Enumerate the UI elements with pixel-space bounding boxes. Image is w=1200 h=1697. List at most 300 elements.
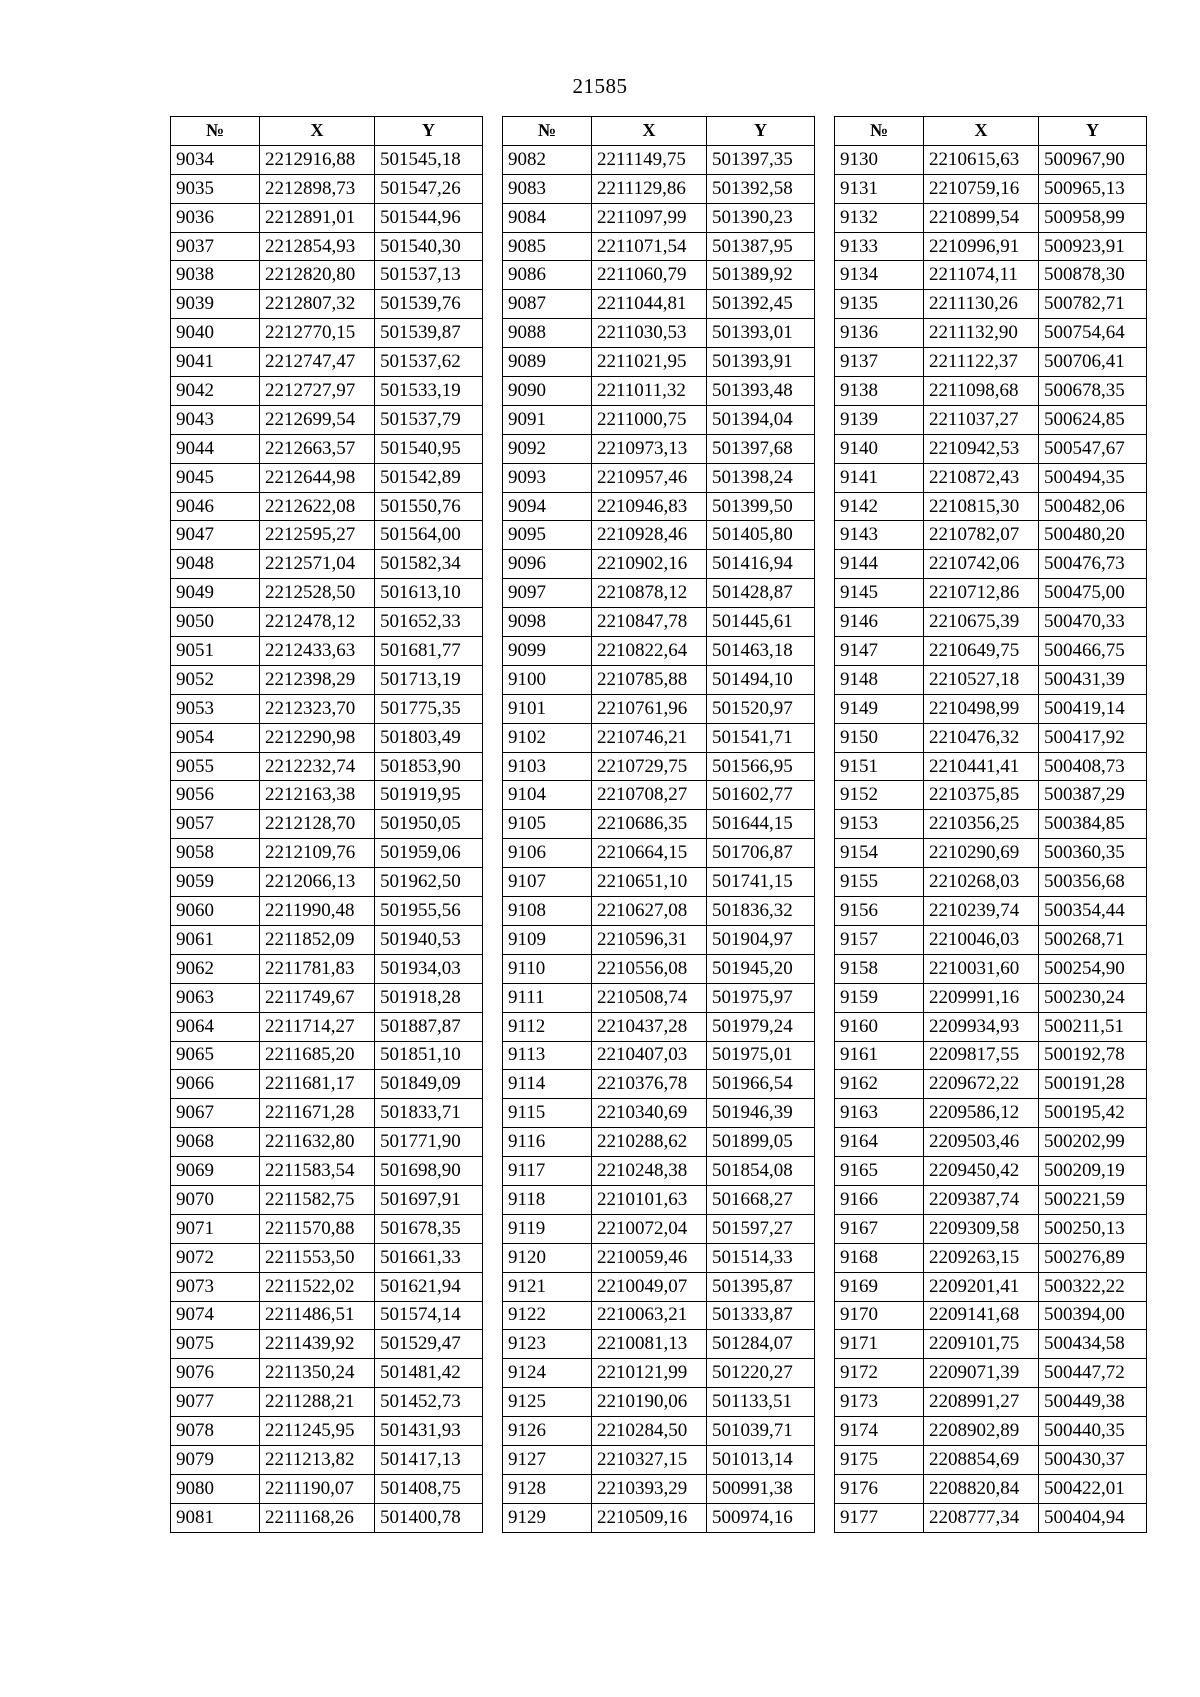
x-coordinate-cell: 2211097,99 (592, 203, 707, 232)
x-coordinate-cell: 2212898,73 (260, 174, 375, 203)
y-coordinate-cell: 501393,01 (707, 319, 815, 348)
table-row (835, 694, 1147, 723)
x-coordinate-cell: 2209672,22 (924, 1070, 1039, 1099)
table-row (835, 319, 1147, 348)
x-coordinate-cell: 2211190,07 (260, 1474, 375, 1503)
table-row (503, 1474, 815, 1503)
y-coordinate-cell: 500250,13 (1039, 1214, 1147, 1243)
point-number-cell: 9127 (503, 1445, 592, 1474)
x-coordinate-cell: 2211749,67 (260, 983, 375, 1012)
y-coordinate-cell: 500384,85 (1039, 810, 1147, 839)
point-number-cell: 9074 (171, 1301, 260, 1330)
y-coordinate-cell: 501394,04 (707, 405, 815, 434)
point-number-cell: 9087 (503, 290, 592, 319)
point-number-cell: 9049 (171, 579, 260, 608)
point-number-cell: 9116 (503, 1128, 592, 1157)
y-coordinate-cell: 501445,61 (707, 608, 815, 637)
point-number-cell: 9149 (835, 694, 924, 723)
point-number-cell: 9174 (835, 1417, 924, 1446)
y-coordinate-cell: 501887,87 (375, 1012, 483, 1041)
point-number-cell: 9112 (503, 1012, 592, 1041)
x-coordinate-cell: 2210761,96 (592, 694, 707, 723)
table-row (835, 608, 1147, 637)
x-coordinate-cell: 2210822,64 (592, 637, 707, 666)
table-row (503, 405, 815, 434)
x-coordinate-cell: 2210288,62 (592, 1128, 707, 1157)
point-number-cell: 9146 (835, 608, 924, 637)
x-coordinate-cell: 2210081,13 (592, 1330, 707, 1359)
x-coordinate-cell: 2210899,54 (924, 203, 1039, 232)
y-coordinate-cell: 501962,50 (375, 868, 483, 897)
point-number-cell: 9173 (835, 1388, 924, 1417)
table-row (171, 1417, 483, 1446)
table-row (503, 868, 815, 897)
point-number-cell: 9142 (835, 492, 924, 521)
point-number-cell: 9158 (835, 954, 924, 983)
point-number-cell: 9108 (503, 897, 592, 926)
table-row (835, 174, 1147, 203)
point-number-cell: 9082 (503, 145, 592, 174)
x-coordinate-cell: 2210239,74 (924, 897, 1039, 926)
table-row (835, 839, 1147, 868)
table-row (503, 665, 815, 694)
table-row (171, 839, 483, 868)
y-coordinate-cell: 500322,22 (1039, 1272, 1147, 1301)
y-coordinate-cell: 500440,35 (1039, 1417, 1147, 1446)
x-coordinate-cell: 2209263,15 (924, 1243, 1039, 1272)
table-row (171, 723, 483, 752)
y-coordinate-cell: 501681,77 (375, 637, 483, 666)
y-coordinate-cell: 501333,87 (707, 1301, 815, 1330)
x-coordinate-cell: 2210729,75 (592, 752, 707, 781)
table-row (835, 348, 1147, 377)
y-coordinate-cell: 501400,78 (375, 1503, 483, 1532)
point-number-cell: 9067 (171, 1099, 260, 1128)
header-x: X (924, 117, 1039, 146)
x-coordinate-cell: 2209101,75 (924, 1330, 1039, 1359)
x-coordinate-cell: 2210190,06 (592, 1388, 707, 1417)
point-number-cell: 9124 (503, 1359, 592, 1388)
point-number-cell: 9117 (503, 1157, 592, 1186)
point-number-cell: 9045 (171, 463, 260, 492)
y-coordinate-cell: 501661,33 (375, 1243, 483, 1272)
x-coordinate-cell: 2210942,53 (924, 434, 1039, 463)
point-number-cell: 9034 (171, 145, 260, 174)
y-coordinate-cell: 500434,58 (1039, 1330, 1147, 1359)
y-coordinate-cell: 501452,73 (375, 1388, 483, 1417)
x-coordinate-cell: 2209141,68 (924, 1301, 1039, 1330)
table-row (171, 434, 483, 463)
y-coordinate-cell: 500449,38 (1039, 1388, 1147, 1417)
x-coordinate-cell: 2211671,28 (260, 1099, 375, 1128)
y-coordinate-cell: 501934,03 (375, 954, 483, 983)
y-coordinate-cell: 501975,97 (707, 983, 815, 1012)
table-row (171, 694, 483, 723)
y-coordinate-cell: 501399,50 (707, 492, 815, 521)
y-coordinate-cell: 501698,90 (375, 1157, 483, 1186)
point-number-cell: 9090 (503, 377, 592, 406)
x-coordinate-cell: 2210878,12 (592, 579, 707, 608)
point-number-cell: 9143 (835, 521, 924, 550)
table-row (171, 1012, 483, 1041)
point-number-cell: 9166 (835, 1185, 924, 1214)
y-coordinate-cell: 500494,35 (1039, 463, 1147, 492)
table-row (171, 1359, 483, 1388)
x-coordinate-cell: 2210072,04 (592, 1214, 707, 1243)
x-coordinate-cell: 2210441,41 (924, 752, 1039, 781)
header-row (503, 117, 815, 146)
y-coordinate-cell: 501537,79 (375, 405, 483, 434)
x-coordinate-cell: 2211681,17 (260, 1070, 375, 1099)
table-row (835, 1243, 1147, 1272)
table-row (835, 405, 1147, 434)
table-row (171, 1099, 483, 1128)
point-number-cell: 9135 (835, 290, 924, 319)
point-number-cell: 9094 (503, 492, 592, 521)
point-number-cell: 9040 (171, 319, 260, 348)
y-coordinate-cell: 500482,06 (1039, 492, 1147, 521)
y-coordinate-cell: 501284,07 (707, 1330, 815, 1359)
table-row (835, 1417, 1147, 1446)
y-coordinate-cell: 501771,90 (375, 1128, 483, 1157)
y-coordinate-cell: 501520,97 (707, 694, 815, 723)
table-row (835, 983, 1147, 1012)
y-coordinate-cell: 501397,35 (707, 145, 815, 174)
y-coordinate-cell: 501621,94 (375, 1272, 483, 1301)
point-number-cell: 9120 (503, 1243, 592, 1272)
x-coordinate-cell: 2211071,54 (592, 232, 707, 261)
point-number-cell: 9098 (503, 608, 592, 637)
table-row (503, 1330, 815, 1359)
y-coordinate-cell: 501854,08 (707, 1157, 815, 1186)
y-coordinate-cell: 501904,97 (707, 925, 815, 954)
y-coordinate-cell: 501945,20 (707, 954, 815, 983)
table-row (835, 1301, 1147, 1330)
y-coordinate-cell: 501566,95 (707, 752, 815, 781)
y-coordinate-cell: 501393,91 (707, 348, 815, 377)
point-number-cell: 9044 (171, 434, 260, 463)
point-number-cell: 9129 (503, 1503, 592, 1532)
x-coordinate-cell: 2211122,37 (924, 348, 1039, 377)
y-coordinate-cell: 501955,56 (375, 897, 483, 926)
x-coordinate-cell: 2210290,69 (924, 839, 1039, 868)
y-coordinate-cell: 500276,89 (1039, 1243, 1147, 1272)
y-coordinate-cell: 500706,41 (1039, 348, 1147, 377)
y-coordinate-cell: 500965,13 (1039, 174, 1147, 203)
point-number-cell: 9046 (171, 492, 260, 521)
point-number-cell: 9055 (171, 752, 260, 781)
table-row (503, 1012, 815, 1041)
x-coordinate-cell: 2211011,32 (592, 377, 707, 406)
point-number-cell: 9176 (835, 1474, 924, 1503)
x-coordinate-cell: 2212571,04 (260, 550, 375, 579)
point-number-cell: 9035 (171, 174, 260, 203)
x-coordinate-cell: 2212699,54 (260, 405, 375, 434)
table-row (171, 319, 483, 348)
x-coordinate-cell: 2209071,39 (924, 1359, 1039, 1388)
x-coordinate-cell: 2211439,92 (260, 1330, 375, 1359)
point-number-cell: 9096 (503, 550, 592, 579)
table-row (503, 897, 815, 926)
table-row (503, 1041, 815, 1070)
y-coordinate-cell: 500221,59 (1039, 1185, 1147, 1214)
table-row (171, 463, 483, 492)
table-row (503, 203, 815, 232)
table-row (503, 145, 815, 174)
table-row (503, 925, 815, 954)
x-coordinate-cell: 2211632,80 (260, 1128, 375, 1157)
y-coordinate-cell: 500476,73 (1039, 550, 1147, 579)
table-row (835, 781, 1147, 810)
x-coordinate-cell: 2212109,76 (260, 839, 375, 868)
point-number-cell: 9134 (835, 261, 924, 290)
y-coordinate-cell: 501392,58 (707, 174, 815, 203)
y-coordinate-cell: 501039,71 (707, 1417, 815, 1446)
table-row (835, 1445, 1147, 1474)
y-coordinate-cell: 501431,93 (375, 1417, 483, 1446)
x-coordinate-cell: 2208991,27 (924, 1388, 1039, 1417)
x-coordinate-cell: 2210527,18 (924, 665, 1039, 694)
point-number-cell: 9153 (835, 810, 924, 839)
x-coordinate-cell: 2210785,88 (592, 665, 707, 694)
point-number-cell: 9086 (503, 261, 592, 290)
y-coordinate-cell: 501416,94 (707, 550, 815, 579)
table-row (171, 348, 483, 377)
table-row (503, 521, 815, 550)
point-number-cell: 9076 (171, 1359, 260, 1388)
point-number-cell: 9138 (835, 377, 924, 406)
table-row (835, 550, 1147, 579)
x-coordinate-cell: 2210815,30 (924, 492, 1039, 521)
point-number-cell: 9145 (835, 579, 924, 608)
x-coordinate-cell: 2210121,99 (592, 1359, 707, 1388)
point-number-cell: 9123 (503, 1330, 592, 1359)
header-y: Y (707, 117, 815, 146)
y-coordinate-cell: 501959,06 (375, 839, 483, 868)
point-number-cell: 9170 (835, 1301, 924, 1330)
table-row (835, 492, 1147, 521)
table-row (835, 463, 1147, 492)
table-row (503, 174, 815, 203)
y-coordinate-cell: 500422,01 (1039, 1474, 1147, 1503)
point-number-cell: 9118 (503, 1185, 592, 1214)
table-row (835, 637, 1147, 666)
point-number-cell: 9161 (835, 1041, 924, 1070)
point-number-cell: 9107 (503, 868, 592, 897)
point-number-cell: 9071 (171, 1214, 260, 1243)
table-row (171, 897, 483, 926)
y-coordinate-cell: 500878,30 (1039, 261, 1147, 290)
x-coordinate-cell: 2210476,32 (924, 723, 1039, 752)
x-coordinate-cell: 2210996,91 (924, 232, 1039, 261)
table-row (171, 1330, 483, 1359)
y-coordinate-cell: 501398,24 (707, 463, 815, 492)
point-number-cell: 9104 (503, 781, 592, 810)
point-number-cell: 9115 (503, 1099, 592, 1128)
y-coordinate-cell: 500430,37 (1039, 1445, 1147, 1474)
x-coordinate-cell: 2209817,55 (924, 1041, 1039, 1070)
point-number-cell: 9059 (171, 868, 260, 897)
point-number-cell: 9140 (835, 434, 924, 463)
y-coordinate-cell: 501417,13 (375, 1445, 483, 1474)
table-row (503, 1417, 815, 1446)
x-coordinate-cell: 2208777,34 (924, 1503, 1039, 1532)
y-coordinate-cell: 501539,76 (375, 290, 483, 319)
point-number-cell: 9103 (503, 752, 592, 781)
table-row (171, 1041, 483, 1070)
table-row (171, 983, 483, 1012)
x-coordinate-cell: 2211583,54 (260, 1157, 375, 1186)
table-row (503, 752, 815, 781)
y-coordinate-cell: 500394,00 (1039, 1301, 1147, 1330)
y-coordinate-cell: 501392,45 (707, 290, 815, 319)
point-number-cell: 9097 (503, 579, 592, 608)
y-coordinate-cell: 500967,90 (1039, 145, 1147, 174)
y-coordinate-cell: 500209,19 (1039, 1157, 1147, 1186)
point-number-cell: 9160 (835, 1012, 924, 1041)
point-number-cell: 9047 (171, 521, 260, 550)
x-coordinate-cell: 2211570,88 (260, 1214, 375, 1243)
y-coordinate-cell: 501133,51 (707, 1388, 815, 1417)
y-coordinate-cell: 501979,24 (707, 1012, 815, 1041)
x-coordinate-cell: 2210649,75 (924, 637, 1039, 666)
table-row (171, 145, 483, 174)
x-coordinate-cell: 2210742,06 (924, 550, 1039, 579)
point-number-cell: 9078 (171, 1417, 260, 1446)
point-number-cell: 9164 (835, 1128, 924, 1157)
table-row (503, 1157, 815, 1186)
table-row (503, 434, 815, 463)
y-coordinate-cell: 500475,00 (1039, 579, 1147, 608)
x-coordinate-cell: 2210556,08 (592, 954, 707, 983)
x-coordinate-cell: 2212916,88 (260, 145, 375, 174)
x-coordinate-cell: 2212854,93 (260, 232, 375, 261)
header-row (835, 117, 1147, 146)
y-coordinate-cell: 501540,30 (375, 232, 483, 261)
y-coordinate-cell: 501389,92 (707, 261, 815, 290)
y-coordinate-cell: 500974,16 (707, 1503, 815, 1532)
x-coordinate-cell: 2208820,84 (924, 1474, 1039, 1503)
table-row (835, 723, 1147, 752)
header-row (171, 117, 483, 146)
y-coordinate-cell: 500678,35 (1039, 377, 1147, 406)
point-number-cell: 9152 (835, 781, 924, 810)
point-number-cell: 9122 (503, 1301, 592, 1330)
point-number-cell: 9148 (835, 665, 924, 694)
x-coordinate-cell: 2210063,21 (592, 1301, 707, 1330)
point-number-cell: 9172 (835, 1359, 924, 1388)
x-coordinate-cell: 2211149,75 (592, 145, 707, 174)
x-coordinate-cell: 2210902,16 (592, 550, 707, 579)
x-coordinate-cell: 2210973,13 (592, 434, 707, 463)
x-coordinate-cell: 2211288,21 (260, 1388, 375, 1417)
point-number-cell: 9162 (835, 1070, 924, 1099)
point-number-cell: 9099 (503, 637, 592, 666)
x-coordinate-cell: 2212727,97 (260, 377, 375, 406)
point-number-cell: 9053 (171, 694, 260, 723)
table-row (503, 579, 815, 608)
x-coordinate-cell: 2211132,90 (924, 319, 1039, 348)
point-number-cell: 9065 (171, 1041, 260, 1070)
x-coordinate-cell: 2210393,29 (592, 1474, 707, 1503)
table-row (171, 608, 483, 637)
point-number-cell: 9100 (503, 665, 592, 694)
table-row (503, 377, 815, 406)
x-coordinate-cell: 2212163,38 (260, 781, 375, 810)
x-coordinate-cell: 2211714,27 (260, 1012, 375, 1041)
table-row (171, 550, 483, 579)
point-number-cell: 9039 (171, 290, 260, 319)
table-row (171, 637, 483, 666)
point-number-cell: 9063 (171, 983, 260, 1012)
table-row (503, 839, 815, 868)
table-row (503, 723, 815, 752)
table-row (503, 608, 815, 637)
y-coordinate-cell: 501950,05 (375, 810, 483, 839)
table-row (171, 1474, 483, 1503)
point-number-cell: 9075 (171, 1330, 260, 1359)
point-number-cell: 9061 (171, 925, 260, 954)
table-row (171, 781, 483, 810)
y-coordinate-cell: 501408,75 (375, 1474, 483, 1503)
point-number-cell: 9136 (835, 319, 924, 348)
point-number-cell: 9092 (503, 434, 592, 463)
y-coordinate-cell: 501514,33 (707, 1243, 815, 1272)
table-row (171, 174, 483, 203)
point-number-cell: 9110 (503, 954, 592, 983)
y-coordinate-cell: 500356,68 (1039, 868, 1147, 897)
y-coordinate-cell: 500466,75 (1039, 637, 1147, 666)
point-number-cell: 9077 (171, 1388, 260, 1417)
x-coordinate-cell: 2210376,78 (592, 1070, 707, 1099)
table-row (835, 1070, 1147, 1099)
y-coordinate-cell: 501678,35 (375, 1214, 483, 1243)
y-coordinate-cell: 501533,19 (375, 377, 483, 406)
point-number-cell: 9056 (171, 781, 260, 810)
table-row (835, 203, 1147, 232)
x-coordinate-cell: 2211129,86 (592, 174, 707, 203)
y-coordinate-cell: 501582,34 (375, 550, 483, 579)
x-coordinate-cell: 2210268,03 (924, 868, 1039, 897)
x-coordinate-cell: 2212595,27 (260, 521, 375, 550)
table-row (503, 781, 815, 810)
table-row (503, 1099, 815, 1128)
y-coordinate-cell: 500387,29 (1039, 781, 1147, 810)
point-number-cell: 9121 (503, 1272, 592, 1301)
x-coordinate-cell: 2209201,41 (924, 1272, 1039, 1301)
x-coordinate-cell: 2210957,46 (592, 463, 707, 492)
table-row (503, 232, 815, 261)
table-row (503, 1503, 815, 1532)
table-row (503, 550, 815, 579)
x-coordinate-cell: 2211486,51 (260, 1301, 375, 1330)
x-coordinate-cell: 2209450,42 (924, 1157, 1039, 1186)
point-number-cell: 9072 (171, 1243, 260, 1272)
y-coordinate-cell: 500417,92 (1039, 723, 1147, 752)
table-row (503, 1359, 815, 1388)
y-coordinate-cell: 500958,99 (1039, 203, 1147, 232)
point-number-cell: 9091 (503, 405, 592, 434)
x-coordinate-cell: 2210928,46 (592, 521, 707, 550)
x-coordinate-cell: 2210327,15 (592, 1445, 707, 1474)
x-coordinate-cell: 2211522,02 (260, 1272, 375, 1301)
table-row (503, 492, 815, 521)
table-row (503, 1301, 815, 1330)
x-coordinate-cell: 2212663,57 (260, 434, 375, 463)
point-number-cell: 9125 (503, 1388, 592, 1417)
y-coordinate-cell: 501918,28 (375, 983, 483, 1012)
y-coordinate-cell: 500470,33 (1039, 608, 1147, 637)
